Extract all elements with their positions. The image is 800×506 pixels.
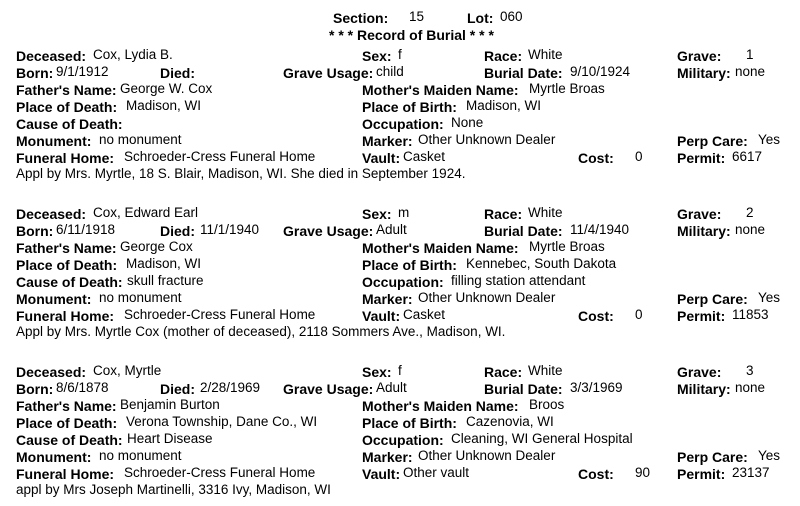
record-3-mothers-maiden-name-label: Mother's Maiden Name: [362, 398, 519, 414]
section-value: 15 [409, 9, 425, 24]
record-2-military-label: Military: [677, 223, 731, 239]
record-1-cause-of-death-label: Cause of Death: [16, 116, 123, 132]
record-2-place-of-death-label: Place of Death: [16, 257, 118, 273]
record-3-grave-label: Grave: [677, 364, 722, 380]
record-3-military-value: none [735, 380, 766, 395]
record-1-monument-label: Monument: [16, 133, 92, 149]
record-3-cost-value: 90 [635, 465, 651, 480]
record-1-race-label: Race: [484, 48, 523, 64]
record-3-military-label: Military: [677, 381, 731, 397]
record-2-perp-care-value: Yes [758, 290, 781, 305]
record-3-grave-usage-label: Grave Usage: [283, 381, 374, 397]
record-2-cost-value: 0 [635, 307, 643, 322]
record-2-sex-label: Sex: [362, 206, 392, 222]
section-label: Section: [333, 10, 389, 26]
record-2-marker-value: Other Unknown Dealer [418, 290, 556, 305]
record-1-born-value: 9/1/1912 [56, 64, 109, 79]
record-1-deceased-value: Cox, Lydia B. [93, 47, 173, 62]
record-1-grave-label: Grave: [677, 48, 722, 64]
record-3-monument-label: Monument: [16, 449, 92, 465]
record-1-mothers-maiden-name-label: Mother's Maiden Name: [362, 82, 519, 98]
record-3-occupation-label: Occupation: [362, 432, 444, 448]
record-2-note: Appl by Mrs. Myrtle Cox (mother of deceased), 2118 Sommers Ave., Madison, WI. [16, 324, 506, 339]
record-2-grave-usage-label: Grave Usage: [283, 223, 374, 239]
record-3-born-label: Born: [16, 381, 54, 397]
record-1-place-of-birth-value: Madison, WI [466, 98, 542, 113]
record-2-place-of-death-value: Madison, WI [126, 256, 202, 271]
record-1-race-value: White [528, 47, 563, 62]
record-2-grave-usage-value: Adult [376, 222, 407, 237]
record-3-permit-label: Permit: [677, 466, 726, 482]
lot-value: 060 [500, 9, 523, 24]
record-3-died-value: 2/28/1969 [200, 380, 261, 395]
record-3-perp-care-value: Yes [758, 448, 781, 463]
record-2-marker-label: Marker: [362, 291, 413, 307]
record-2-born-label: Born: [16, 223, 54, 239]
record-3-race-value: White [528, 363, 563, 378]
record-2-vault-value: Casket [403, 307, 446, 322]
record-2-occupation-label: Occupation: [362, 274, 444, 290]
record-1-vault-label: Vault: [362, 150, 401, 166]
record-3-monument-value: no monument [99, 448, 182, 463]
record-2-died-value: 11/1/1940 [200, 222, 260, 237]
record-1-place-of-death-value: Madison, WI [126, 98, 202, 113]
record-3-sex-label: Sex: [362, 364, 392, 380]
record-2-permit-label: Permit: [677, 308, 726, 324]
record-3-vault-value: Other vault [403, 465, 470, 480]
record-2-fathers-name-label: Father's Name: [16, 240, 117, 256]
record-1-grave-usage-label: Grave Usage: [283, 65, 374, 81]
record-3-permit-value: 23137 [732, 465, 770, 480]
record-2-grave-value: 2 [746, 205, 754, 220]
record-3-burial-date-value: 3/3/1969 [570, 380, 623, 395]
record-2-grave-label: Grave: [677, 206, 722, 222]
record-2-monument-value: no monument [99, 290, 182, 305]
record-1-funeral-home-label: Funeral Home: [16, 150, 115, 166]
record-1-deceased-label: Deceased: [16, 48, 87, 64]
record-2-cause-of-death-value: skull fracture [127, 273, 204, 288]
record-2-funeral-home-label: Funeral Home: [16, 308, 115, 324]
record-1-marker-label: Marker: [362, 133, 413, 149]
record-2-perp-care-label: Perp Care: [677, 291, 748, 307]
record-3-vault-label: Vault: [362, 466, 401, 482]
record-2-funeral-home-value: Schroeder-Cress Funeral Home [124, 307, 316, 322]
record-2-deceased-label: Deceased: [16, 206, 87, 222]
record-3-place-of-death-value: Verona Township, Dane Co., WI [126, 414, 318, 429]
record-2-sex-value: m [398, 205, 410, 220]
record-3-cause-of-death-label: Cause of Death: [16, 432, 123, 448]
record-3-cost-label: Cost: [578, 466, 614, 482]
record-3-died-label: Died: [160, 381, 195, 397]
record-2-mothers-maiden-name-label: Mother's Maiden Name: [362, 240, 519, 256]
record-2-military-value: none [735, 222, 766, 237]
record-3-marker-label: Marker: [362, 449, 413, 465]
record-1-place-of-death-label: Place of Death: [16, 99, 118, 115]
record-1-funeral-home-value: Schroeder-Cress Funeral Home [124, 149, 316, 164]
record-2-place-of-birth-value: Kennebec, South Dakota [466, 256, 617, 271]
record-2-permit-value: 11853 [732, 307, 769, 322]
record-1-fathers-name-label: Father's Name: [16, 82, 117, 98]
record-1-died-label: Died: [160, 65, 195, 81]
record-1-monument-value: no monument [99, 132, 182, 147]
record-2-monument-label: Monument: [16, 291, 92, 307]
record-3-occupation-value: Cleaning, WI General Hospital [451, 431, 633, 446]
record-3-born-value: 8/6/1878 [56, 380, 109, 395]
record-1-fathers-name-value: George W. Cox [120, 81, 213, 96]
record-1-military-label: Military: [677, 65, 731, 81]
record-1-burial-date-value: 9/10/1924 [570, 64, 631, 79]
record-3-grave-usage-value: Adult [376, 380, 407, 395]
record-2-died-label: Died: [160, 223, 195, 239]
record-2-race-label: Race: [484, 206, 523, 222]
record-1-occupation-label: Occupation: [362, 116, 444, 132]
record-1-cost-label: Cost: [578, 150, 614, 166]
record-1-sex-label: Sex: [362, 48, 392, 64]
record-1-permit-value: 6617 [732, 149, 763, 164]
record-2-occupation-value: filling station attendant [451, 273, 586, 288]
record-3-marker-value: Other Unknown Dealer [418, 448, 556, 463]
record-1-burial-date-label: Burial Date: [484, 65, 563, 81]
page-title: * * * Record of Burial * * * [329, 27, 494, 43]
record-3-cause-of-death-value: Heart Disease [127, 431, 213, 446]
record-2-cost-label: Cost: [578, 308, 614, 324]
record-3-deceased-value: Cox, Myrtle [93, 363, 162, 378]
record-1-vault-value: Casket [403, 149, 446, 164]
record-1-cost-value: 0 [635, 149, 643, 164]
record-1-occupation-value: None [451, 115, 484, 130]
record-3-sex-value: f [398, 363, 402, 378]
record-3-deceased-label: Deceased: [16, 364, 87, 380]
record-2-place-of-birth-label: Place of Birth: [362, 257, 457, 273]
record-3-place-of-death-label: Place of Death: [16, 415, 118, 431]
record-3-funeral-home-value: Schroeder-Cress Funeral Home [124, 465, 316, 480]
record-2-mothers-maiden-name-value: Myrtle Broas [529, 239, 605, 254]
record-3-note: appl by Mrs Joseph Martinelli, 3316 Ivy, Madison, WI [16, 482, 331, 497]
record-1-grave-usage-value: child [376, 64, 404, 79]
record-1-marker-value: Other Unknown Dealer [418, 132, 556, 147]
record-2-burial-date-label: Burial Date: [484, 223, 563, 239]
record-2-born-value: 6/11/1918 [56, 222, 116, 237]
record-2-vault-label: Vault: [362, 308, 401, 324]
record-1-perp-care-label: Perp Care: [677, 133, 748, 149]
record-1-place-of-birth-label: Place of Birth: [362, 99, 457, 115]
record-1-mothers-maiden-name-value: Myrtle Broas [529, 81, 605, 96]
record-3-fathers-name-value: Benjamin Burton [120, 397, 220, 412]
record-1-military-value: none [735, 64, 766, 79]
record-3-race-label: Race: [484, 364, 523, 380]
record-1-sex-value: f [398, 47, 402, 62]
record-3-place-of-birth-label: Place of Birth: [362, 415, 457, 431]
record-3-mothers-maiden-name-value: Broos [529, 397, 565, 412]
record-3-grave-value: 3 [746, 363, 754, 378]
lot-label: Lot: [467, 10, 494, 26]
record-1-note: Appl by Mrs. Myrtle, 18 S. Blair, Madison, WI. She died in September 1924. [16, 166, 466, 181]
record-1-born-label: Born: [16, 65, 54, 81]
record-2-fathers-name-value: George Cox [120, 239, 193, 254]
record-2-burial-date-value: 11/4/1940 [570, 222, 630, 237]
record-2-race-value: White [528, 205, 563, 220]
record-2-deceased-value: Cox, Edward Earl [93, 205, 199, 220]
record-3-burial-date-label: Burial Date: [484, 381, 563, 397]
record-3-perp-care-label: Perp Care: [677, 449, 748, 465]
record-2-cause-of-death-label: Cause of Death: [16, 274, 123, 290]
record-1-grave-value: 1 [746, 47, 754, 62]
record-1-permit-label: Permit: [677, 150, 726, 166]
record-1-perp-care-value: Yes [758, 132, 781, 147]
record-3-place-of-birth-value: Cazenovia, WI [466, 414, 554, 429]
record-3-funeral-home-label: Funeral Home: [16, 466, 115, 482]
record-3-fathers-name-label: Father's Name: [16, 398, 117, 414]
